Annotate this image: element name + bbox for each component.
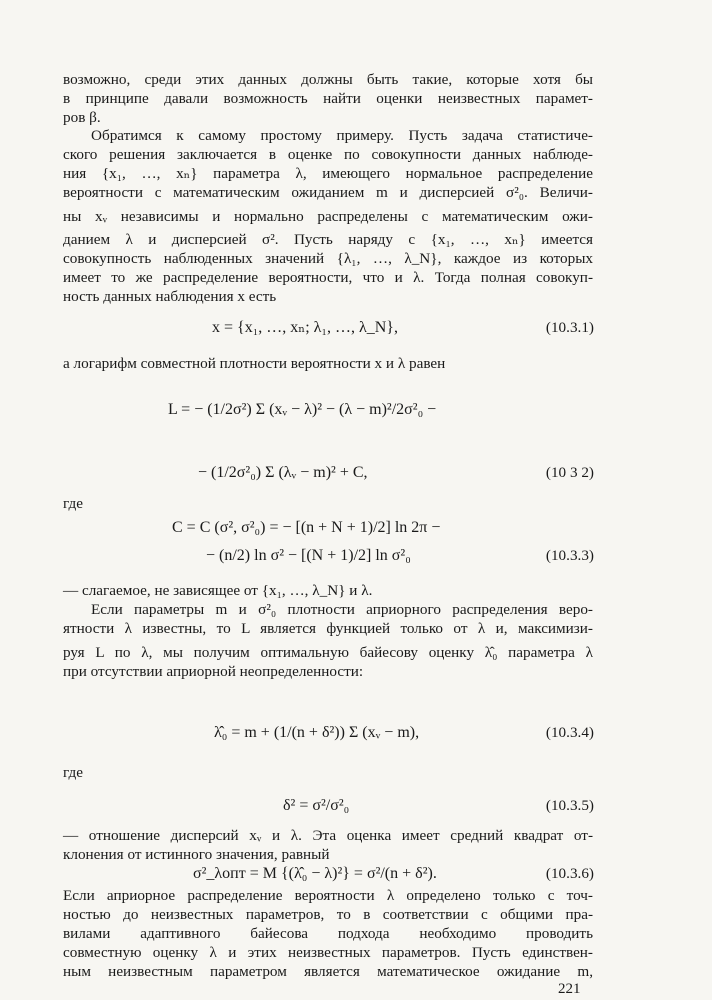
text-line: ятности λ известны, то L является функцией только от λ и, максимизи-: [63, 620, 593, 637]
text-line: вилами адаптивного байесова подхода необходимо проводить: [63, 925, 593, 942]
equation-10-3-1: x = {x₁, …, xₙ; λ₁, …, λ_N},: [212, 319, 398, 336]
text-line: имеет то же распределение вероятности, что и λ. Тогда полная совокуп-: [63, 269, 593, 286]
text-line: — отношение дисперсий xᵥ и λ. Эта оценка имеет средний квадрат от-: [63, 827, 593, 844]
text-line: — слагаемое, не зависящее от {x₁, …, λ_N} и λ.: [63, 582, 373, 599]
text-line: ния {x₁, …, xₙ} параметра λ, имеющего нормальное распределение: [63, 165, 593, 182]
text-line: вероятности с математическим ожиданием m и дисперсией σ²₀. Величи-: [63, 184, 593, 201]
equation-number: (10.3.5): [545, 797, 594, 814]
text-line: а логарифм совместной плотности вероятности x и λ равен: [63, 355, 446, 372]
where-label: где: [63, 495, 83, 512]
equation-10-3-4: λ̂₀ = m + (1/(n + δ²)) Σ (xᵥ − m),: [214, 724, 420, 741]
text-line: совместную оценку λ и этих неизвестных параметров. Пусть единствен-: [63, 944, 593, 961]
equation-10-3-3-part1: C = C (σ², σ²₀) = − [(n + N + 1)/2] ln 2π −: [172, 519, 441, 536]
text-line: возможно, среди этих данных должны быть такие, которые хотя бы: [63, 71, 593, 88]
text-line: ров β.: [63, 109, 101, 126]
text-line: данием λ и дисперсией σ². Пусть наряду с {x₁, …, xₙ} имеется: [63, 231, 593, 248]
text-line: ского решения заключается в оценке по совокупности данных наблюде-: [63, 146, 593, 163]
text-line: клонения от истинного значения, равный: [63, 846, 330, 863]
equation-number: (10.3.6): [545, 865, 594, 882]
text-line: руя L по λ, мы получим оптимальную байесову оценку λ̂₀ параметра λ: [63, 644, 593, 661]
text-line: Если параметры m и σ²₀ плотности априорного распределения веро-: [91, 601, 593, 618]
equation-number: (10.3.1): [545, 319, 594, 336]
equation-10-3-2-part2: − (1/2σ²₀) Σ (λᵥ − m)² + C,: [198, 464, 368, 481]
equation-number: (10.3.3): [545, 547, 594, 564]
equation-10-3-5: δ² = σ²/σ²₀: [283, 797, 350, 814]
text-line: в принципе давали возможность найти оценки неизвестных парамет-: [63, 90, 593, 107]
text-line: Если априорное распределение вероятности λ определено только с точ-: [63, 887, 593, 904]
text-line: Обратимся к самому простому примеру. Пусть задача статистиче-: [91, 127, 593, 144]
text-line: ным неизвестным параметром является математическое ожидание m,: [63, 963, 593, 980]
equation-number: (10 3 2): [545, 464, 594, 481]
text-line: при отсутствии априорной неопределенности:: [63, 663, 364, 680]
equation-10-3-2-part1: L = − (1/2σ²) Σ (xᵥ − λ)² − (λ − m)²/2σ²₀ −: [168, 401, 437, 418]
text-line: ностью до неизвестных параметров, то в соответствии с общими пра-: [63, 906, 593, 923]
text-line: ность данных наблюдения x есть: [63, 288, 277, 305]
text-line: совокупность наблюденных значений {λ₁, …, λ_N}, каждое из которых: [63, 250, 593, 267]
equation-10-3-6: σ²_λопт = M {(λ̂₀ − λ)²} = σ²/(n + δ²).: [193, 865, 437, 882]
text-line: ны xᵥ независимы и нормально распределены с математическим ожи-: [63, 208, 593, 225]
page-number: 221: [558, 981, 581, 997]
where-label: где: [63, 764, 83, 781]
equation-10-3-3-part2: − (n/2) ln σ² − [(N + 1)/2] ln σ²₀: [206, 547, 411, 564]
equation-number: (10.3.4): [545, 724, 594, 741]
